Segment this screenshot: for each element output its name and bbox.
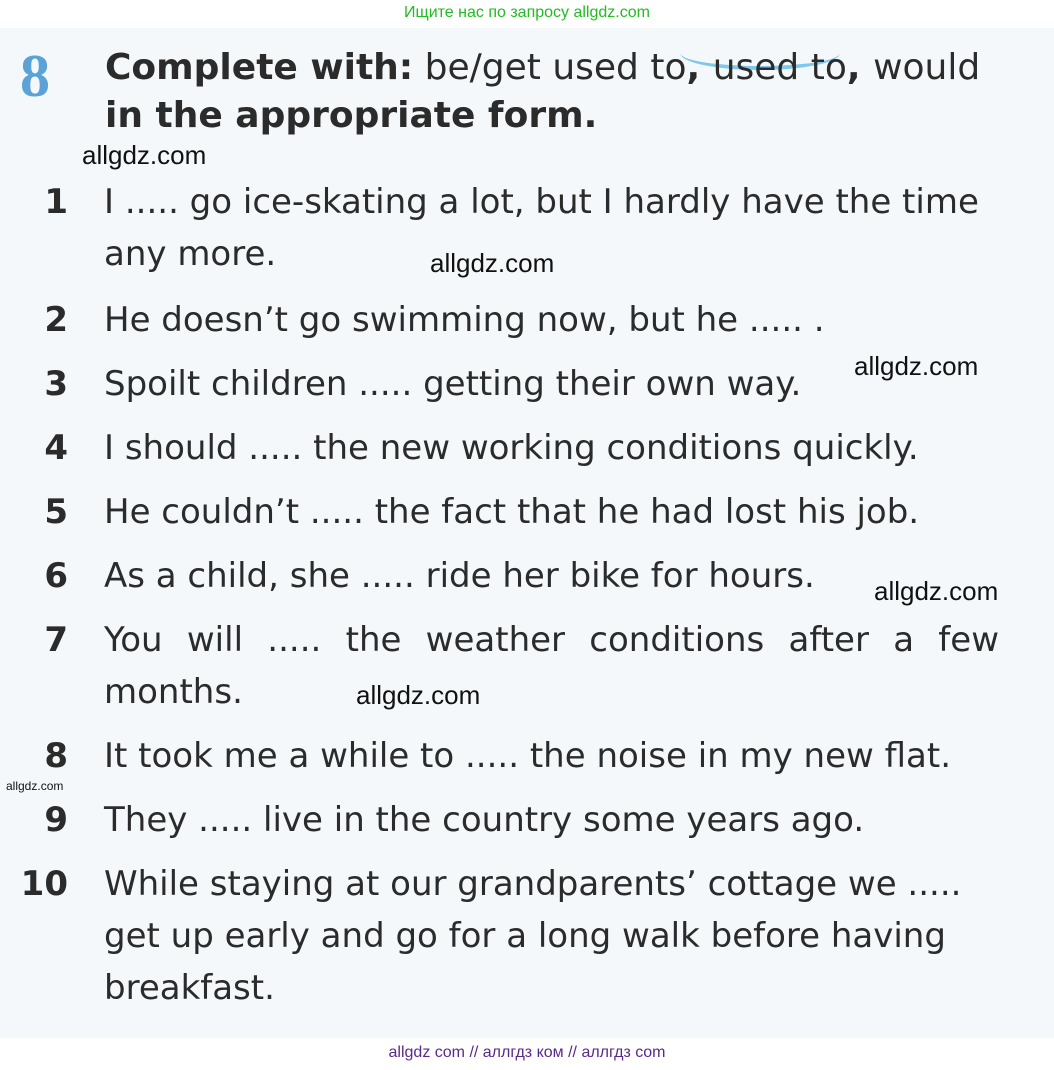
item-number: 5 (44, 492, 68, 532)
watermark: allgdz.com (854, 351, 979, 381)
item-text: It took me a while to ..... the noise in my new flat. (104, 736, 952, 776)
item-text: Spoilt children ..... getting their own way. (104, 364, 802, 404)
item-number: 8 (44, 736, 68, 776)
item-number: 1 (44, 182, 68, 222)
exercise-number: 8 (20, 43, 50, 109)
item-text: I ..... go ice-skating a lot, but I hardly have the time any more. (104, 182, 979, 274)
title-option: used to (712, 47, 847, 88)
title-bold-part: Complete with: (105, 47, 414, 88)
title-separator: , (686, 47, 713, 88)
exercise-title (105, 44, 1025, 140)
footer: allgdz com // аллгдз ком // аллгдз com (388, 1044, 666, 1061)
item-number: 7 (44, 620, 68, 660)
item-number: 6 (44, 556, 68, 596)
item-text: As a child, she ..... ride her bike for hours. (104, 556, 815, 596)
item-number: 4 (44, 428, 68, 468)
watermark: allgdz.com (430, 248, 555, 278)
item-text: While staying at our grandparents’ cottage we ..... get up early and go for a long walk before having breakfast. (104, 864, 962, 1008)
item-number: 9 (44, 800, 68, 840)
item-number: 2 (44, 300, 68, 340)
item-number: 3 (44, 364, 68, 404)
watermark: allgdz.com (6, 779, 64, 793)
item-text: I should ..... the new working conditions quickly. (104, 428, 919, 468)
item-text: He doesn’t go swimming now, but he ..... . (104, 300, 825, 340)
title-option: be/get used to (413, 47, 687, 88)
title-option: would (873, 47, 981, 88)
item-text: You will ..... the weather conditions after a few months. (104, 620, 999, 712)
item-text: They ..... live in the country some years ago. (104, 800, 865, 840)
item-number: 10 (20, 864, 68, 904)
watermark: allgdz.com (356, 680, 481, 710)
item-text: He couldn’t ..... the fact that he had lost his job. (104, 492, 920, 532)
title-bold-part: in the appropriate form. (105, 95, 598, 136)
watermark: allgdz.com (874, 576, 999, 606)
top-banner: Ищите нас по запросу allgdz.com (404, 4, 650, 21)
title-separator: , (846, 47, 874, 88)
watermark: allgdz.com (82, 140, 207, 170)
